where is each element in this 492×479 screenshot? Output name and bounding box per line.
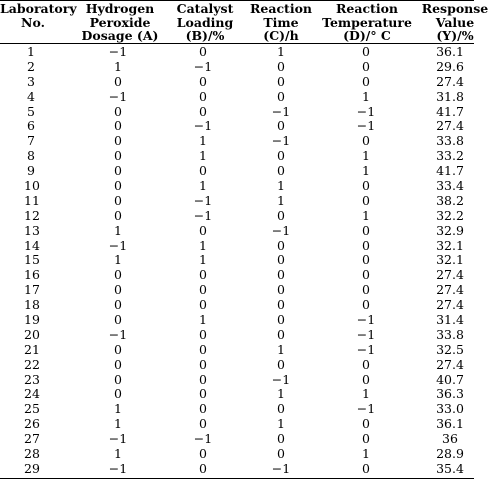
cell-catalyst-loading: −1	[193, 431, 213, 447]
cell-reaction-temperature: −1	[356, 312, 376, 328]
cell-reaction-temperature: −1	[356, 118, 376, 134]
cell-reaction-time: 1	[277, 192, 285, 208]
cell-reaction-temperature: 0	[362, 416, 370, 432]
table-row	[0, 373, 474, 388]
cell-laboratory-no: 28	[24, 446, 40, 462]
cell-response-value: 27.4	[436, 297, 464, 313]
cell-reaction-temperature: 0	[362, 73, 370, 89]
cell-laboratory-no: 5	[27, 103, 35, 119]
cell-laboratory-no: 1	[27, 44, 35, 59]
cell-response-value: 41.7	[436, 163, 464, 179]
cell-catalyst-loading: 1	[199, 133, 207, 149]
header-reaction-time: Reaction Time (C)/h	[250, 1, 312, 43]
cell-catalyst-loading: 0	[199, 341, 207, 357]
cell-reaction-temperature: 0	[362, 252, 370, 268]
cell-response-value: 27.4	[436, 118, 464, 134]
header-laboratory-no: Laboratory No.	[0, 1, 77, 30]
cell-laboratory-no: 24	[24, 386, 40, 402]
table-row	[0, 253, 474, 268]
cell-peroxide-dosage: −1	[108, 237, 128, 253]
cell-reaction-temperature: −1	[356, 341, 376, 357]
cell-response-value: 32.9	[436, 222, 464, 238]
cell-response-value: 32.5	[436, 341, 464, 357]
table-row	[0, 387, 474, 402]
table-row	[0, 417, 474, 432]
table-row	[0, 298, 474, 313]
cell-laboratory-no: 19	[24, 312, 40, 328]
table-row	[0, 45, 474, 60]
cell-reaction-time: 0	[277, 431, 285, 447]
cell-response-value: 33.8	[436, 133, 464, 149]
cell-response-value: 40.7	[436, 371, 464, 387]
table-row	[0, 179, 474, 194]
cell-reaction-time: 1	[277, 341, 285, 357]
cell-reaction-time: 0	[277, 326, 285, 342]
cell-peroxide-dosage: 0	[114, 282, 122, 298]
cell-laboratory-no: 17	[24, 282, 40, 298]
table-row	[0, 149, 474, 164]
cell-reaction-time: 0	[277, 356, 285, 372]
cell-peroxide-dosage: 0	[114, 118, 122, 134]
cell-reaction-time: 0	[277, 207, 285, 223]
cell-reaction-time: −1	[271, 133, 291, 149]
table-row	[0, 239, 474, 254]
cell-reaction-temperature: 0	[362, 371, 370, 387]
cell-catalyst-loading: 0	[199, 73, 207, 89]
cell-laboratory-no: 27	[24, 431, 40, 447]
cell-reaction-temperature: 0	[362, 192, 370, 208]
cell-peroxide-dosage: −1	[108, 460, 128, 476]
table-row	[0, 283, 474, 298]
cell-laboratory-no: 6	[27, 118, 35, 134]
table-row	[0, 134, 474, 149]
cell-catalyst-loading: 0	[199, 326, 207, 342]
cell-response-value: 32.1	[436, 237, 464, 253]
cell-reaction-temperature: −1	[356, 401, 376, 417]
cell-reaction-time: 1	[277, 416, 285, 432]
cell-reaction-time: 1	[277, 386, 285, 402]
cell-catalyst-loading: 1	[199, 178, 207, 194]
cell-reaction-temperature: 1	[362, 88, 370, 104]
cell-reaction-temperature: 1	[362, 148, 370, 164]
cell-peroxide-dosage: 0	[114, 163, 122, 179]
cell-laboratory-no: 16	[24, 267, 40, 283]
cell-reaction-time: 1	[277, 178, 285, 194]
cell-peroxide-dosage: 0	[114, 133, 122, 149]
cell-laboratory-no: 7	[27, 133, 35, 149]
cell-reaction-temperature: 0	[362, 460, 370, 476]
cell-catalyst-loading: 0	[199, 460, 207, 476]
cell-reaction-time: −1	[271, 222, 291, 238]
cell-catalyst-loading: 0	[199, 371, 207, 387]
cell-laboratory-no: 23	[24, 371, 40, 387]
cell-peroxide-dosage: 0	[114, 312, 122, 328]
cell-laboratory-no: 15	[24, 252, 40, 268]
table-row	[0, 119, 474, 134]
cell-reaction-temperature: 0	[362, 282, 370, 298]
cell-reaction-temperature: 0	[362, 58, 370, 74]
cell-reaction-time: 0	[277, 88, 285, 104]
cell-laboratory-no: 25	[24, 401, 40, 417]
cell-laboratory-no: 11	[24, 192, 40, 208]
cell-catalyst-loading: 0	[199, 386, 207, 402]
cell-response-value: 32.1	[436, 252, 464, 268]
table-row	[0, 105, 474, 120]
header-reaction-temperature: Reaction Temperature (D)/° C	[322, 1, 412, 43]
cell-reaction-temperature: 0	[362, 237, 370, 253]
cell-catalyst-loading: −1	[193, 192, 213, 208]
cell-peroxide-dosage: 1	[114, 252, 122, 268]
cell-catalyst-loading: 0	[199, 44, 207, 59]
cell-reaction-time: 0	[277, 282, 285, 298]
cell-catalyst-loading: 0	[199, 103, 207, 119]
cell-reaction-temperature: 0	[362, 431, 370, 447]
cell-response-value: 33.4	[436, 178, 464, 194]
table-row	[0, 402, 474, 417]
cell-laboratory-no: 29	[24, 460, 40, 476]
cell-reaction-time: 1	[277, 44, 285, 59]
table-row	[0, 313, 474, 328]
cell-reaction-temperature: 1	[362, 446, 370, 462]
cell-laboratory-no: 8	[27, 148, 35, 164]
cell-catalyst-loading: 0	[199, 222, 207, 238]
table-row	[0, 328, 474, 343]
cell-response-value: 33.0	[436, 401, 464, 417]
cell-reaction-temperature: −1	[356, 326, 376, 342]
cell-reaction-time: 0	[277, 297, 285, 313]
cell-reaction-temperature: 0	[362, 133, 370, 149]
cell-catalyst-loading: 1	[199, 148, 207, 164]
cell-peroxide-dosage: 1	[114, 58, 122, 74]
cell-peroxide-dosage: 0	[114, 103, 122, 119]
header-response-value: Response Value (Y)/%	[421, 1, 489, 43]
cell-response-value: 29.6	[436, 58, 464, 74]
table-row	[0, 224, 474, 239]
cell-catalyst-loading: 0	[199, 356, 207, 372]
cell-reaction-time: 0	[277, 73, 285, 89]
cell-reaction-temperature: 0	[362, 178, 370, 194]
cell-catalyst-loading: 0	[199, 282, 207, 298]
cell-peroxide-dosage: 0	[114, 356, 122, 372]
cell-peroxide-dosage: 0	[114, 192, 122, 208]
cell-peroxide-dosage: 0	[114, 386, 122, 402]
cell-catalyst-loading: 0	[199, 416, 207, 432]
table-row	[0, 194, 474, 209]
cell-response-value: 33.2	[436, 148, 464, 164]
cell-response-value: 36	[442, 431, 458, 447]
cell-reaction-temperature: −1	[356, 103, 376, 119]
cell-catalyst-loading: 0	[199, 267, 207, 283]
cell-response-value: 38.2	[436, 192, 464, 208]
cell-reaction-time: −1	[271, 103, 291, 119]
cell-peroxide-dosage: 1	[114, 401, 122, 417]
cell-catalyst-loading: −1	[193, 207, 213, 223]
cell-reaction-temperature: 1	[362, 386, 370, 402]
cell-catalyst-loading: 1	[199, 312, 207, 328]
cell-catalyst-loading: 0	[199, 401, 207, 417]
cell-reaction-time: 0	[277, 148, 285, 164]
cell-response-value: 36.1	[436, 416, 464, 432]
cell-laboratory-no: 20	[24, 326, 40, 342]
cell-reaction-time: −1	[271, 371, 291, 387]
cell-catalyst-loading: −1	[193, 58, 213, 74]
cell-reaction-temperature: 0	[362, 356, 370, 372]
cell-response-value: 31.4	[436, 312, 464, 328]
table-body	[0, 45, 474, 477]
table-row	[0, 209, 474, 224]
cell-reaction-temperature: 0	[362, 222, 370, 238]
cell-laboratory-no: 21	[24, 341, 40, 357]
table-row	[0, 164, 474, 179]
cell-reaction-temperature: 0	[362, 267, 370, 283]
cell-laboratory-no: 13	[24, 222, 40, 238]
cell-catalyst-loading: 0	[199, 88, 207, 104]
cell-reaction-time: 0	[277, 252, 285, 268]
cell-catalyst-loading: 0	[199, 446, 207, 462]
header-hydrogen-peroxide-dosage: Hydrogen Peroxide Dosage (A)	[81, 1, 159, 43]
table-row	[0, 447, 474, 462]
cell-response-value: 28.9	[436, 446, 464, 462]
cell-catalyst-loading: 1	[199, 237, 207, 253]
cell-response-value: 31.8	[436, 88, 464, 104]
cell-response-value: 35.4	[436, 460, 464, 476]
cell-peroxide-dosage: 0	[114, 73, 122, 89]
cell-reaction-time: 0	[277, 401, 285, 417]
table-row	[0, 462, 474, 477]
cell-reaction-time: 0	[277, 163, 285, 179]
cell-reaction-temperature: 1	[362, 163, 370, 179]
cell-peroxide-dosage: −1	[108, 431, 128, 447]
table-row	[0, 343, 474, 358]
cell-peroxide-dosage: −1	[108, 326, 128, 342]
cell-peroxide-dosage: 0	[114, 297, 122, 313]
cell-peroxide-dosage: 0	[114, 267, 122, 283]
cell-response-value: 33.8	[436, 326, 464, 342]
table-row	[0, 358, 474, 373]
cell-reaction-time: 0	[277, 58, 285, 74]
cell-response-value: 27.4	[436, 267, 464, 283]
cell-catalyst-loading: 1	[199, 252, 207, 268]
cell-reaction-time: 0	[277, 118, 285, 134]
cell-reaction-time: 0	[277, 267, 285, 283]
cell-peroxide-dosage: 0	[114, 341, 122, 357]
cell-reaction-time: −1	[271, 460, 291, 476]
cell-laboratory-no: 18	[24, 297, 40, 313]
table-row	[0, 432, 474, 447]
cell-peroxide-dosage: 0	[114, 178, 122, 194]
cell-peroxide-dosage: 0	[114, 207, 122, 223]
cell-reaction-temperature: 0	[362, 44, 370, 59]
cell-laboratory-no: 14	[24, 237, 40, 253]
cell-response-value: 41.7	[436, 103, 464, 119]
cell-peroxide-dosage: −1	[108, 88, 128, 104]
cell-laboratory-no: 3	[27, 73, 35, 89]
table-header-rule	[0, 43, 474, 44]
cell-laboratory-no: 9	[27, 163, 35, 179]
table-row	[0, 90, 474, 105]
cell-laboratory-no: 10	[24, 178, 40, 194]
cell-reaction-time: 0	[277, 237, 285, 253]
cell-response-value: 27.4	[436, 356, 464, 372]
header-catalyst-loading: Catalyst Loading (B)/%	[176, 1, 234, 43]
cell-laboratory-no: 12	[24, 207, 40, 223]
table-row	[0, 268, 474, 283]
cell-laboratory-no: 26	[24, 416, 40, 432]
cell-peroxide-dosage: 1	[114, 416, 122, 432]
cell-response-value: 36.1	[436, 44, 464, 59]
cell-catalyst-loading: −1	[193, 118, 213, 134]
cell-catalyst-loading: 0	[199, 297, 207, 313]
cell-catalyst-loading: 0	[199, 163, 207, 179]
cell-response-value: 27.4	[436, 282, 464, 298]
cell-peroxide-dosage: 1	[114, 222, 122, 238]
cell-peroxide-dosage: 0	[114, 148, 122, 164]
cell-reaction-temperature: 1	[362, 207, 370, 223]
cell-response-value: 27.4	[436, 73, 464, 89]
table-row	[0, 75, 474, 90]
cell-laboratory-no: 2	[27, 58, 35, 74]
cell-response-value: 36.3	[436, 386, 464, 402]
cell-peroxide-dosage: 1	[114, 446, 122, 462]
cell-laboratory-no: 4	[27, 88, 35, 104]
cell-reaction-time: 0	[277, 446, 285, 462]
cell-peroxide-dosage: −1	[108, 44, 128, 59]
cell-laboratory-no: 22	[24, 356, 40, 372]
cell-response-value: 32.2	[436, 207, 464, 223]
cell-reaction-temperature: 0	[362, 297, 370, 313]
cell-peroxide-dosage: 0	[114, 371, 122, 387]
cell-reaction-time: 0	[277, 312, 285, 328]
table-row	[0, 60, 474, 75]
